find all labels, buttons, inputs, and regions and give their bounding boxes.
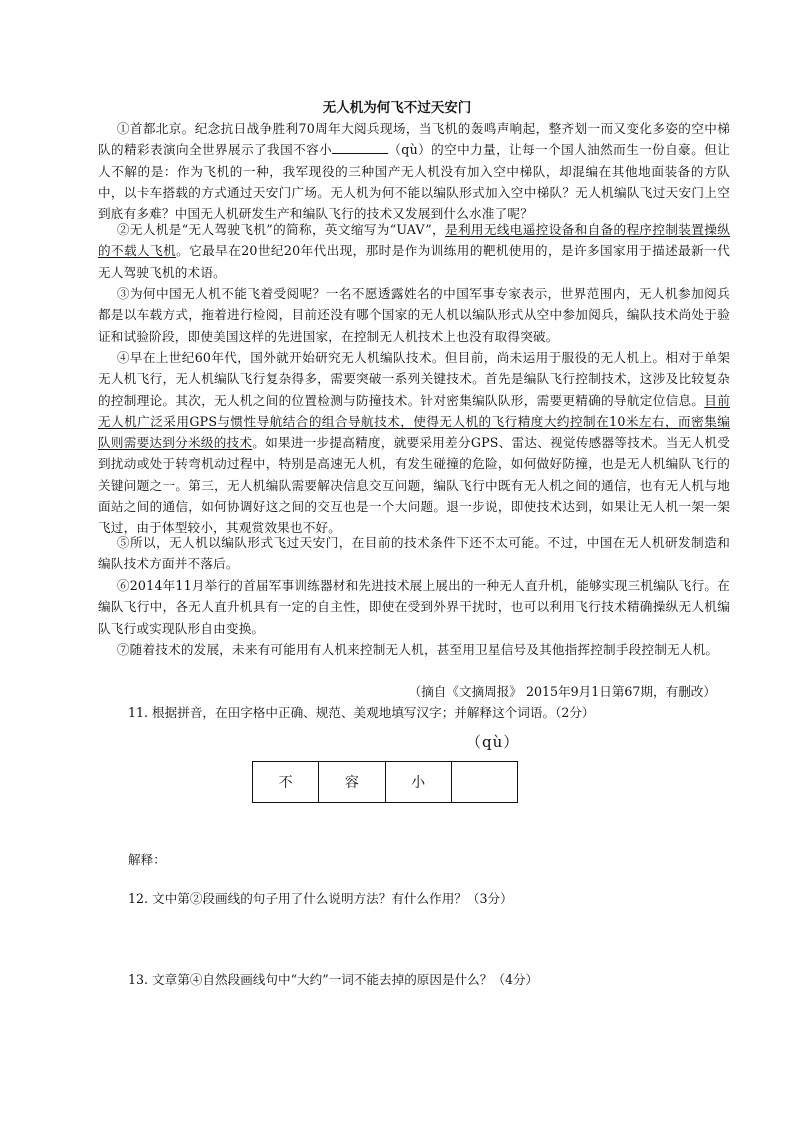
source-citation: （摘自《文摘周报》 2015年9月1日第67期，有删改）: [408, 684, 716, 699]
paragraph-6: ⑥2014年11月举行的首届军事训练器材和先进技术展上展出的一种无人直升机，能够实现三机编队飞行。在编队飞行中，各无人直升机具有一定的自主性，即使在受到外界干扰时，也可以利用飞行技术精确操纵无人机编队飞行或实现队形自由变换。: [98, 578, 730, 636]
article-title: 无人机为何飞不过天安门: [322, 100, 472, 116]
question-13: 13. 文章第④自然段画线句中“大约”一词不能去掉的原因是什么？（4分）: [128, 972, 539, 987]
pinyin-hint: （qù）: [466, 733, 520, 751]
question-11: 11. 根据拼音，在田字格中正确、规范、美观地填写汉字；并解释这个词语。（2分）: [128, 705, 595, 720]
paragraph-4-part-a: ④早在上世纪60年代，国外就开始研究无人机编队技术。但目前，尚未运用于服役的无人机上。相对于单架无人机飞行，无人机编队飞行复杂得多，需要突破一系列关键技术。首先是编队飞行控制技术，这涉及比较复杂的控制理论。其次，无人机之间的位置检测与防撞技术。针对密集编队队形，需要更精确的导航定位信息。: [98, 350, 730, 408]
grid-cell-3: 小: [386, 762, 452, 802]
grid-cell-2: 容: [319, 762, 385, 802]
paragraph-1-part-a: ①首都北京。纪念抗日战争胜利70周年大阅兵现场，当飞机的轰鸣声响起，整齐划一而又变化多姿的空中梯队的精彩表演向全世界展示了我国不容小: [98, 121, 730, 158]
fill-blank: [332, 141, 388, 154]
paragraph-4: [98, 347, 730, 539]
character-grid: [252, 761, 518, 803]
paragraph-4-underlined-sentence: 目前无人机广泛采用GPS与惯性导航结合的组合导航技术，使得无人机的飞行精度大约控制在10米左右，而密集编队则需要达到分米级的技术: [98, 392, 730, 451]
paragraph-2: [98, 219, 730, 283]
grid-cell-answer[interactable]: [452, 762, 517, 802]
question-12: 12. 文中第②段画线的句子用了什么说明方法？有什么作用？（3分）: [128, 891, 513, 906]
explanation-label: 解释：: [128, 852, 166, 867]
paragraph-4-part-b: 。如果进一步提高精度，就要采用差分GPS、雷达、视觉传感器等技术。当无人机受到扰动或处于转弯机动过程中，特别是高速无人机，有发生碰撞的危险，如何做好防撞，也是无人机编队飞行的关键问题之一。第三，无人机编队需要解决信息交互问题，编队飞行中既有无人机之间的通信，也有无人机与地面站之间的通信，如何协调好这之间的交互也是一个大问题。退一步说，即使技术达到，如果让无人机一架一架飞过，由于体型较小，其观赏效果也不好。: [98, 435, 730, 536]
paragraph-1: [98, 118, 730, 224]
paragraph-2-underlined-sentence: 是利用无线电遥控设备和自备的程序控制装置操纵的不载人飞机: [98, 222, 730, 259]
paragraph-5: ⑤所以，无人机以编队形式飞过天安门，在目前的技术条件下还不太可能。不过，中国在无人机研发制造和编队技术方面并不落后。: [98, 535, 730, 572]
paragraph-3: ③为何中国无人机不能飞着受阅呢？一名不愿透露姓名的中国军事专家表示，世界范围内，无人机参加阅兵都是以车载方式，拖着进行检阅，目前还没有哪个国家的无人机以编队形式从空中参加阅兵，编队技术尚处于验证和试验阶段，即使美国这样的先进国家，在控制无人机技术上也没有取得突破。: [98, 286, 730, 344]
paragraph-1-part-b: （qù）的空中力量，让每一个国人油然而生一份自豪。但让人不解的是：作为飞机的一种，我军现役的三种国产无人机没有加入空中梯队，却混编在其他地面装备的方队中，以卡车搭载的方式通过天安门广场。无人机为何不能以编队形式加入空中梯队？无人机编队飞过天安门上空到底有多难？中国无人机研发生产和编队飞行的技术又发展到什么水准了呢？: [98, 142, 730, 222]
paragraph-2-part-b: 。它最早在20世纪20年代出现，那时是作为训练用的靶机使用的，是许多国家用于描述最新一代无人驾驶飞机的术语。: [98, 243, 730, 280]
grid-cell-1: 不: [253, 762, 319, 802]
paragraph-7: ⑦随着技术的发展，未来有可能用有人机来控制无人机，甚至用卫星信号及其他指挥控制手段控制无人机。: [116, 642, 719, 657]
paragraph-2-part-a: ②无人机是“无人驾驶飞机”的简称，英文缩写为“UAV”，: [116, 222, 445, 237]
